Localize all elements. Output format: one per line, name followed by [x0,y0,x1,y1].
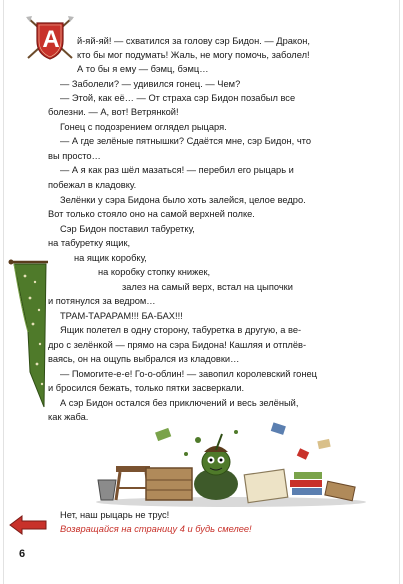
text-line: — Помогите-е-е! Го-о-облин! — завопил королевский гонец [60,369,317,379]
text-line: дро с зелёнкой — прямо на сэра Бидона! Кашляя и отплёв- [48,340,307,350]
text-line: — А я как раз шёл мазаться! — перебил его рыцарь и [60,165,294,175]
drop-cap-letter: А [42,26,60,53]
text-line: ТРАМ-ТАРАРАМ!!! БА-БАХ!!! [60,311,183,321]
text-line: — Этой, как её… — От страха сэр Бидон позабыл все [60,93,296,103]
text-line: А сэр Бидон остался без приключений и весь зелёный, [60,398,299,408]
back-arrow-icon[interactable] [8,514,48,536]
text-line: Сэр Бидон поставил табуретку, [60,224,195,234]
page-edge-right [399,0,400,584]
text-line: побежал в кладовку. [48,180,137,190]
back-to-page-link[interactable]: Возвращайся на страницу 4 и будь смелее! [60,524,252,534]
text-line: как жаба. [48,412,89,422]
text-line: вы просто… [48,151,101,161]
text-line: и бросился бежать, только пятки засверкали. [48,383,245,393]
text-line: на ящик коробку, [74,253,147,263]
text-line: — А где зелёные пятнышки? Сдаётся мне, сэр Бидон, что [60,136,311,146]
page-edge-left [3,0,4,584]
text-line: й-яй-яй! — схватился за голову сэр Бидон. — Дракон, [77,36,310,46]
page-number: 6 [19,548,26,560]
text-line: Ящик полетел в одну сторону, табуретка в другую, а ве- [60,325,302,335]
knight-in-junk-icon [86,410,376,510]
text-line: болезни. — А, вот! Ветрянкой! [48,107,179,117]
text-line: кто бы мог подумать! Жаль, не могу помочь, заболел! [77,50,310,60]
banner-illustration [8,252,50,412]
text-line: А то бы я ему — бэмц, бэмц… [77,64,209,74]
text-line: и потянулся за ведром… [48,296,156,306]
text-line: ваясь, он на ощупь выбрался из кладовки… [48,354,240,364]
text-line: — Заболели? — удивился гонец. — Чем? [60,79,241,89]
text-line: на коробку стопку книжек, [98,267,211,277]
pennant-icon [8,252,50,412]
text-line: на табуретку ящик, [48,238,131,248]
text-line: Вот только стояло оно на самой верхней полке. [48,209,255,219]
junk-pile-illustration [86,410,376,510]
text-line: Гонец с подозрением оглядел рыцаря. [60,122,227,132]
closing-line: Нет, наш рыцарь не трус! [60,510,170,520]
text-line: Зелёнки у сэра Бидона было хоть залейся, целое ведро. [60,195,306,205]
text-line: залез на самый верх, встал на цыпочки [122,282,293,292]
drop-cap-shield [24,14,76,62]
